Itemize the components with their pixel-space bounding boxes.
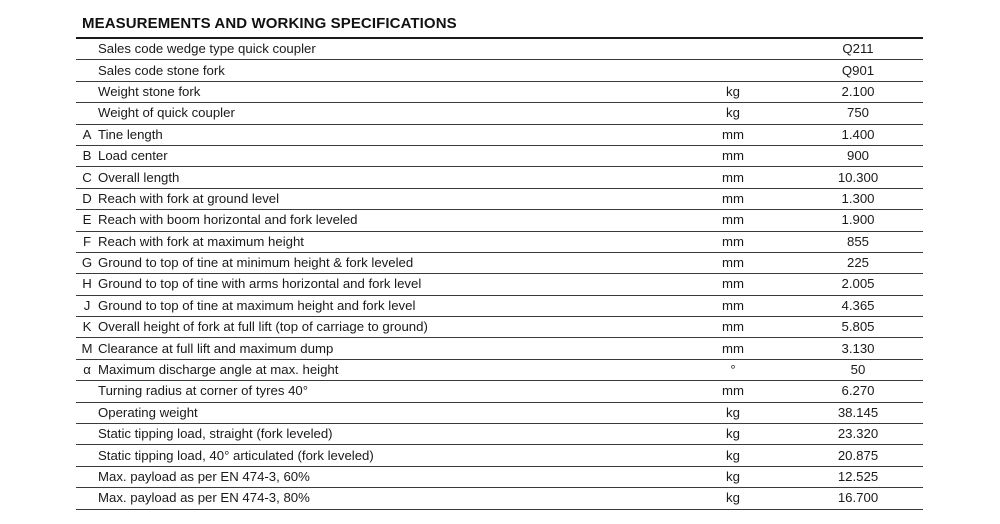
spec-unit: mm	[673, 274, 793, 295]
spec-unit: kg	[673, 488, 793, 509]
dimension-letter	[76, 81, 98, 102]
dimension-letter: J	[76, 295, 98, 316]
table-row	[76, 445, 923, 466]
dimension-letter: B	[76, 145, 98, 166]
specifications-table-body	[76, 39, 923, 509]
dimension-letter: G	[76, 252, 98, 273]
spec-unit: kg	[673, 424, 793, 445]
spec-value: 16.700	[793, 488, 923, 509]
table-row	[76, 210, 923, 231]
spec-value: 1.400	[793, 124, 923, 145]
spec-value: 1.300	[793, 188, 923, 209]
table-row	[76, 317, 923, 338]
dimension-letter: E	[76, 210, 98, 231]
dimension-letter	[76, 381, 98, 402]
table-row	[76, 145, 923, 166]
table-row	[76, 231, 923, 252]
spec-unit: mm	[673, 231, 793, 252]
table-row	[76, 381, 923, 402]
spec-value: 10.300	[793, 167, 923, 188]
spec-label: Reach with fork at ground level	[98, 188, 673, 209]
spec-value: 855	[793, 231, 923, 252]
spec-value: 225	[793, 252, 923, 273]
table-row	[76, 402, 923, 423]
spec-label: Operating weight	[98, 402, 673, 423]
dimension-letter	[76, 424, 98, 445]
spec-value: 1.900	[793, 210, 923, 231]
spec-value: 38.145	[793, 402, 923, 423]
spec-value: 6.270	[793, 381, 923, 402]
spec-label: Reach with boom horizontal and fork leveled	[98, 210, 673, 231]
spec-label: Maximum discharge angle at max. height	[98, 359, 673, 380]
table-row	[76, 252, 923, 273]
spec-value: 2.005	[793, 274, 923, 295]
dimension-letter	[76, 103, 98, 124]
spec-unit: °	[673, 359, 793, 380]
spec-unit: mm	[673, 252, 793, 273]
spec-value: 50	[793, 359, 923, 380]
dimension-letter	[76, 402, 98, 423]
spec-label: Max. payload as per EN 474-3, 80%	[98, 488, 673, 509]
spec-label: Clearance at full lift and maximum dump	[98, 338, 673, 359]
spec-unit: mm	[673, 188, 793, 209]
table-row	[76, 39, 923, 60]
spec-unit: kg	[673, 402, 793, 423]
spec-unit: mm	[673, 295, 793, 316]
dimension-letter: F	[76, 231, 98, 252]
table-row	[76, 274, 923, 295]
table-row	[76, 359, 923, 380]
spec-label: Turning radius at corner of tyres 40°	[98, 381, 673, 402]
dimension-letter: D	[76, 188, 98, 209]
spec-value: 5.805	[793, 317, 923, 338]
table-row	[76, 60, 923, 81]
spec-value: 2.100	[793, 81, 923, 102]
table-row	[76, 103, 923, 124]
spec-unit: kg	[673, 103, 793, 124]
spec-label: Max. payload as per EN 474-3, 60%	[98, 466, 673, 487]
spec-value: Q211	[793, 39, 923, 60]
spec-label: Sales code wedge type quick coupler	[98, 39, 673, 60]
spec-label: Static tipping load, straight (fork leveled)	[98, 424, 673, 445]
spec-label: Overall length	[98, 167, 673, 188]
spec-label: Weight of quick coupler	[98, 103, 673, 124]
spec-value: 3.130	[793, 338, 923, 359]
spec-unit: mm	[673, 338, 793, 359]
spec-value: Q901	[793, 60, 923, 81]
spec-value: 12.525	[793, 466, 923, 487]
dimension-letter: K	[76, 317, 98, 338]
dimension-letter: A	[76, 124, 98, 145]
section-title: MEASUREMENTS AND WORKING SPECIFICATIONS	[82, 15, 457, 32]
dimension-letter: M	[76, 338, 98, 359]
spec-value: 750	[793, 103, 923, 124]
dimension-letter	[76, 445, 98, 466]
spec-unit: kg	[673, 445, 793, 466]
spec-label: Weight stone fork	[98, 81, 673, 102]
spec-label: Ground to top of tine with arms horizontal and fork level	[98, 274, 673, 295]
spec-label: Reach with fork at maximum height	[98, 231, 673, 252]
table-row	[76, 424, 923, 445]
spec-unit	[673, 39, 793, 60]
spec-unit: kg	[673, 466, 793, 487]
spec-label: Load center	[98, 145, 673, 166]
table-row	[76, 488, 923, 509]
spec-unit	[673, 60, 793, 81]
spec-value: 4.365	[793, 295, 923, 316]
spec-unit: mm	[673, 381, 793, 402]
dimension-letter	[76, 466, 98, 487]
spec-unit: mm	[673, 124, 793, 145]
spec-unit: mm	[673, 210, 793, 231]
spec-unit: mm	[673, 317, 793, 338]
spec-value: 900	[793, 145, 923, 166]
dimension-letter: α	[76, 359, 98, 380]
table-row	[76, 81, 923, 102]
dimension-letter: H	[76, 274, 98, 295]
dimension-letter	[76, 60, 98, 81]
table-row	[76, 466, 923, 487]
table-row	[76, 167, 923, 188]
spec-label: Tine length	[98, 124, 673, 145]
spec-label: Sales code stone fork	[98, 60, 673, 81]
table-row	[76, 124, 923, 145]
spec-label: Ground to top of tine at maximum height and fork level	[98, 295, 673, 316]
table-row	[76, 295, 923, 316]
spec-unit: mm	[673, 145, 793, 166]
spec-unit: mm	[673, 167, 793, 188]
dimension-letter	[76, 39, 98, 60]
spec-label: Static tipping load, 40° articulated (fork leveled)	[98, 445, 673, 466]
specifications-table	[76, 39, 923, 510]
dimension-letter	[76, 488, 98, 509]
spec-label: Ground to top of tine at minimum height & fork leveled	[98, 252, 673, 273]
dimension-letter: C	[76, 167, 98, 188]
table-row	[76, 188, 923, 209]
table-row	[76, 338, 923, 359]
spec-value: 20.875	[793, 445, 923, 466]
spec-unit: kg	[673, 81, 793, 102]
spec-value: 23.320	[793, 424, 923, 445]
spec-label: Overall height of fork at full lift (top of carriage to ground)	[98, 317, 673, 338]
